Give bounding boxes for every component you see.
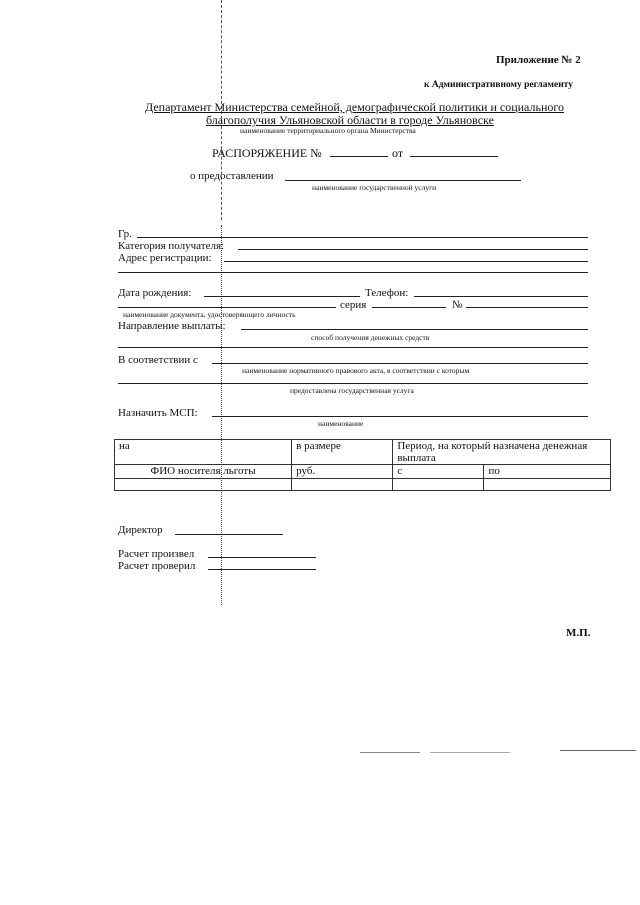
registration-address-field-2[interactable] xyxy=(118,272,588,273)
id-series-label: серия xyxy=(340,299,367,311)
empty-cell[interactable] xyxy=(115,479,292,491)
empty-cell[interactable] xyxy=(393,479,484,491)
payment-table xyxy=(114,439,611,491)
birth-date-label: Дата рождения: xyxy=(118,287,192,299)
seal-place: М.П. xyxy=(566,627,591,639)
payout-direction-label: Направление выплаты: xyxy=(118,320,226,332)
period-from-cell[interactable]: с xyxy=(393,465,484,479)
id-document-caption: наименование документа, удостоверяющего личность xyxy=(123,310,296,319)
citizen-label: Гр. xyxy=(118,228,132,240)
assign-benefit-label: Назначить МСП: xyxy=(118,407,198,419)
service-caption: наименование государственной услуги xyxy=(312,183,437,192)
benefit-holder-cell[interactable]: ФИО носителя льготы xyxy=(115,465,292,479)
order-date-field[interactable] xyxy=(410,156,498,157)
service-field[interactable] xyxy=(285,180,521,181)
phone-field[interactable] xyxy=(414,296,588,297)
payout-direction-field-2[interactable] xyxy=(118,347,588,348)
id-document-field[interactable] xyxy=(118,307,336,308)
director-signature-field[interactable] xyxy=(175,534,283,535)
order-number-field[interactable] xyxy=(330,156,388,157)
checked-by-label: Расчет проверил xyxy=(118,560,196,572)
legal-basis-caption-1: наименование нормативного правового акта, в соответствии с которым xyxy=(242,366,470,375)
header-recipient: на xyxy=(115,440,292,465)
director-label: Директор xyxy=(118,524,163,536)
department-caption: наименование территориального органа Министерства xyxy=(240,126,416,135)
legal-basis-caption-2: предоставлена государственная услуга xyxy=(290,386,414,395)
appendix-number: Приложение № 2 xyxy=(496,54,581,66)
citizen-field[interactable] xyxy=(137,237,588,238)
scan-artifact-line xyxy=(560,750,636,751)
birth-date-field[interactable] xyxy=(204,296,360,297)
regulation-reference: к Административному регламенту xyxy=(424,80,573,90)
scan-artifact-line xyxy=(430,752,510,753)
calculated-by-label: Расчет произвел xyxy=(118,548,195,560)
table-row xyxy=(115,465,611,479)
order-title: РАСПОРЯЖЕНИЕ № xyxy=(212,146,322,160)
scan-artifact-line xyxy=(360,752,420,753)
empty-cell[interactable] xyxy=(292,479,393,491)
amount-cell[interactable]: руб. xyxy=(292,465,393,479)
assign-benefit-field[interactable] xyxy=(212,416,588,417)
assign-benefit-caption: наименование xyxy=(318,419,364,428)
service-label: о предоставлении xyxy=(190,170,274,182)
phone-label: Телефон: xyxy=(365,287,409,299)
header-amount: в размере xyxy=(292,440,393,465)
order-date-label: от xyxy=(392,146,404,160)
checked-by-field[interactable] xyxy=(208,569,316,570)
registration-address-field[interactable] xyxy=(224,261,588,262)
fold-line xyxy=(221,225,222,605)
empty-cell[interactable] xyxy=(484,479,611,491)
table-row xyxy=(115,440,611,465)
id-series-field[interactable] xyxy=(372,307,446,308)
calculated-by-field[interactable] xyxy=(208,557,316,558)
legal-basis-field[interactable] xyxy=(212,363,588,364)
recipient-category-field[interactable] xyxy=(238,249,588,250)
header-period: Период, на который назначена денежная выплата xyxy=(393,440,611,465)
recipient-category-label: Категория получателя: xyxy=(118,240,225,252)
payout-direction-caption: способ получения денежных средств xyxy=(311,333,430,342)
table-row xyxy=(115,479,611,491)
period-to-cell[interactable]: по xyxy=(484,465,611,479)
registration-address-label: Адрес регистрации: xyxy=(118,252,212,264)
legal-basis-field-2[interactable] xyxy=(118,383,588,384)
id-number-field[interactable] xyxy=(466,307,588,308)
department-name-line-1: Департамент Министерства семейной, демографической политики и социального xyxy=(145,100,564,114)
department-name-line-2: благополучия Ульяновской области в городе Ульяновске xyxy=(206,113,494,127)
legal-basis-label: В соответствии с xyxy=(118,354,198,366)
id-number-label: № xyxy=(452,299,463,311)
payout-direction-field[interactable] xyxy=(241,329,588,330)
